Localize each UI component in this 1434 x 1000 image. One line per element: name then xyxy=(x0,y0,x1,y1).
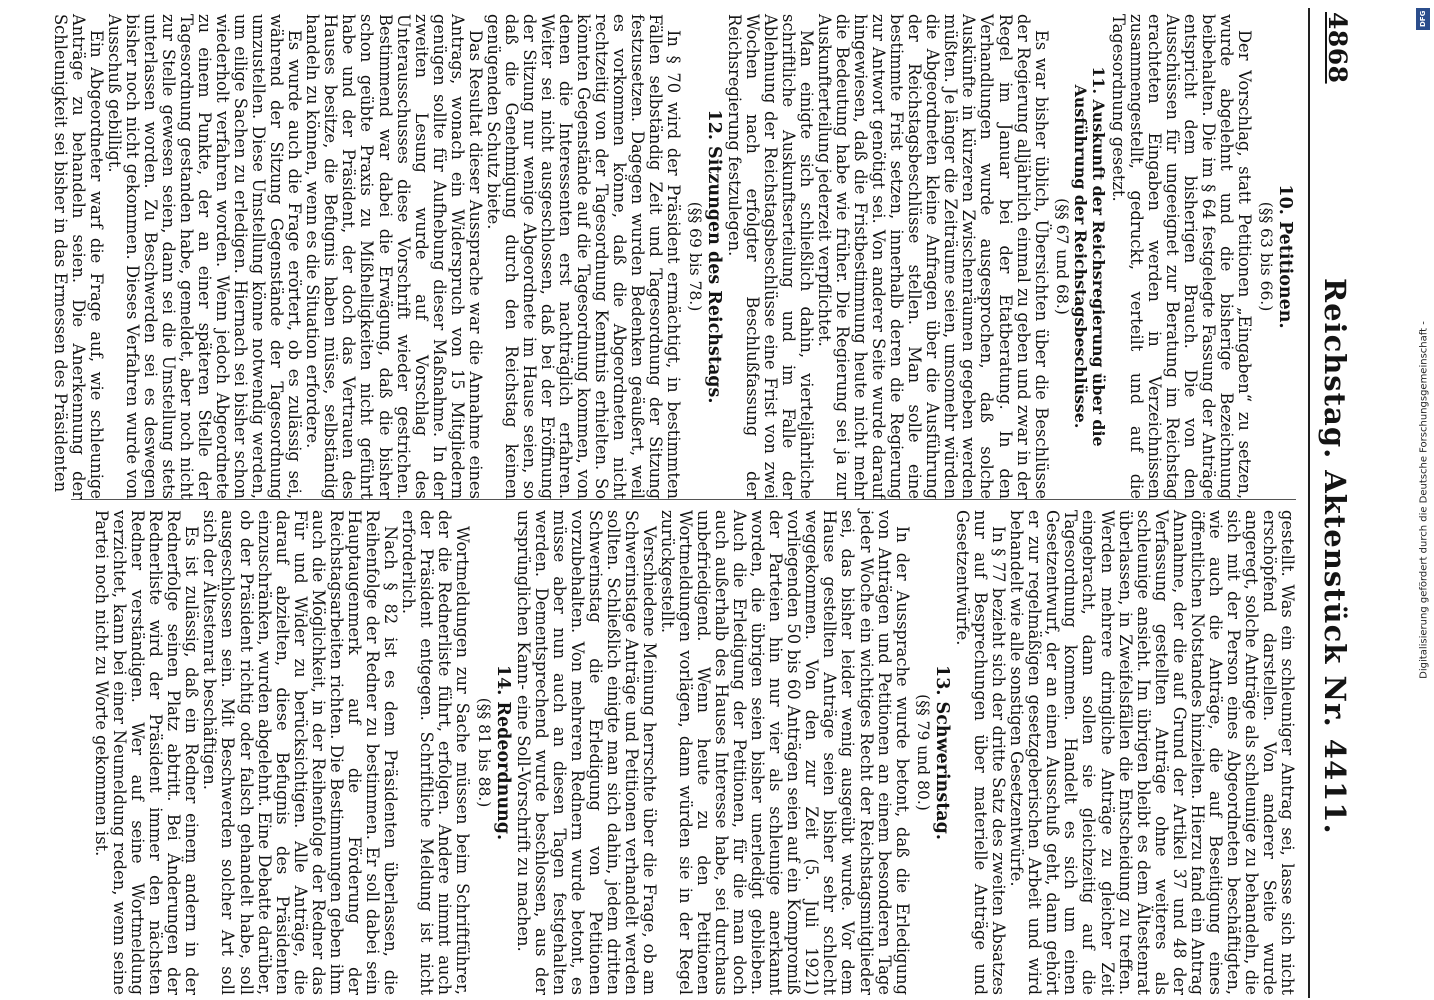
left-column xyxy=(50,14,1296,499)
paragraph: Es war bisher üblich, Übersichten über die Beschlüsse der Regierung alljährlich einmal zu geben und zwar in der Regel im Januar bei der Etatberatung. In den Verhandlungen wurde ausgesprochen, daß solche Auskünfte in kürzeren Zwischenräumen gegeben werden müßten. Je länger die Zeiträume seien, umsomehr würden die Abgeordneten kleine Anfragen über die Ausführung der Reichstagsbeschlüsse stellen. Man solle eine bestimmte Frist setzen, innerhalb deren die Regierung zur Antwort genötigt sei. Von anderer Seite wurde darauf hingewiesen, daß die Fristbestimmung heute nicht mehr die Bedeutung habe wie früher. Die Regierung sei ja zur Auskunfterteilung jederzeit verpflichtet. xyxy=(815,14,1051,499)
paragraph: Verschiedene Meinung herrschte über die Frage, ob am Schwerinstage Anträge und Petitionen verhandelt werden sollten. Schließlich einigte man sich dahin, jedem dritten Schwerinstag die Erledigung von Petitionen vorzubehalten. Von mehreren Rednern wurde betont, es müsse aber nun auch an diesen Tagen festgehalten werden. Dementsprechend wurde beschlossen, aus der ursprünglichen Kann- eine Soll-Vorschrift zu machen. xyxy=(513,510,659,995)
paragraph: In der Aussprache wurde betont, daß die Erledigung von Anträgen und Petitionen an einem besonderen Tage jeder Woche ein wichtiges Recht der Reichstagsmitglieder sei, das bisher leider wenig ausgeübt wurde. Vor dem Hause gestellten Anträge seien bisher sehr schlecht weggekommen. Von den zur Zeit (5. Juli 1921) vorliegenden 50 bis 60 Anträgen seien auf ein Kompromiß der Parteien hin nur vier als schleunige anerkannt worden, die übrigen seien bisher unerledigt geblieben. Auch die Erledigung der Petitionen, für die man doch auch außerhalb des Hauses Interesse habe, sei durchaus unbefriedigend. Wenn heute zu den Petitionen Wortmeldungen vorlägen, dann würden sie in der Regel zurückgestellt. xyxy=(658,510,912,995)
dfg-logo: DFG xyxy=(1416,8,1430,30)
paragraph: In § 70 wird der Präsident ermächtigt, in bestimmten Fällen selbständig Zeit und Tagesordnung der Sitzung festzusetzen. Dagegen wurden Bedenken geäußert, weil es vorkommen könne, daß die Abgeordneten nicht rechtzeitig von der Tagesordnung Kenntnis erhielten. So könnten Gegenstände auf die Tagesordnung kommen, von denen die Interessenten erst nachträglich erfahren. Weiter sei nicht ausgeschlossen, daß bei der Eröffnung der Sitzung nur wenige Abgeordnete im Hause seien, so daß die Genehmigung durch den Reichstag keinen genügenden Schutz biete. xyxy=(483,14,684,499)
right-column xyxy=(71,510,1296,995)
paragraph: Man einigte sich schließlich dahin, vierteljährliche schriftliche Auskunftserteilung und im Falle der Ablehnung der Reichstagsbeschlüsse eine Frist von zwei Wochen nach erfolgter Beschlußfassung der Reichsregierung festzulegen. xyxy=(724,14,817,499)
paragraph: gestellt. Was ein schleuniger Antrag sei, lasse sich nicht erschöpfend darstellen. Von anderer Seite wurde angeregt, solche Anträge als schleunige zu behandeln, die sich mit der Person eines Abgeordneten beschäftigten, wie auch die Anträge, die auf Beseitigung eines öffentlichen Notstandes hinzielten. Hierzu fand ein Antrag Annahme, der die auf Grund der Artikel 37 und 48 der Verfassung gestellten Anträge ohne weiteres als schleunige ansieht. Im übrigen bleibt es dem Ältestenrat überlassen, in Zweifelsfällen die Entscheidung zu treffen. Werden mehrere dringliche Anträge zu gleicher Zeit eingebracht, dann sollen sie gleichzeitig auf die Tagesordnung kommen. Handelt es sich um einen Gesetzentwurf, der an einen Ausschuß geht, dann gehört er zur regelmäßigen gesetzgeberischen Arbeit und wird behandelt wie alle sonstigen Gesetzentwürfe. xyxy=(1007,510,1297,995)
page-number: 4868 xyxy=(1323,12,1352,84)
header-rule xyxy=(1308,8,1310,998)
section-subheading: (§§ 79 und 80.) xyxy=(914,694,933,811)
paragraph: Es ist zulässig, daß ein Redner einem andern in der Rednerfolge seinen Platz abtritt. Bei Änderungen der Rednerliste wird der Präsident immer den nächsten Redner verständigen. Wer auf seine Wortmeldung verzichtet, kann bei einer Neumeldung reden, wenn seine Partei noch nicht zu Worte gekommen ist. xyxy=(92,510,202,995)
section-subheading: (§§ 81 bis 88.) xyxy=(474,697,493,808)
section-heading: 11. Auskunft der Reichsregierung über die Ausführung der Reichstagsbeschlüsse. xyxy=(1071,66,1109,447)
section-heading: 14. Redeordnung. xyxy=(492,664,513,841)
section-heading: 10. Petitionen. xyxy=(1275,184,1295,329)
section-subheading: (§§ 67 und 68.) xyxy=(1053,198,1072,315)
section-subheading: (§§ 69 bis 78.) xyxy=(685,201,704,312)
section-heading: 12. Sitzungen des Reichstags. xyxy=(703,109,724,404)
section-heading: 13. Schwerinstag. xyxy=(932,665,953,840)
column-divider xyxy=(71,499,1296,500)
running-title: Reichstag. Aktenstück Nr. 4411. xyxy=(1318,278,1352,835)
section-subheading: (§§ 63 bis 66.) xyxy=(1257,201,1275,312)
paragraph: Es wurde auch die Frage erörtert, ob es zulässig sei, während der Sitzung Gegenstände der Tagesordnung umzustellen. Diese Umstellung könne notwendig werden, um eilige Sachen zu erledigen. Hiernach sei bisher schon wiederholt verfahren worden. Wenn jedoch Abgeordnete zu einem Punkte, der an einer späteren Stelle der Tagesordnung gestanden habe, gemeldet, aber noch nicht zur Stelle gewesen seien, dann sei die Umstellung stets unterlassen worden. Zu Beschwerden sei es deswegen bisher noch nicht gekommen. Dieses Verfahren wurde von Ausschuß gebilligt. xyxy=(104,14,305,499)
paragraph: Wortmeldungen zur Sache müssen beim Schriftführer, der die Rednerliste führt, erfolgen. Andere nimmt auch der Präsident entgegen. Schriftliche Meldung ist nicht erforderlich. xyxy=(398,510,473,995)
paragraph: Das Resultat dieser Aussprache war die Annahme eines Antrags, wonach ein Widerspruch von 15 Mitgliedern genügen sollte für Aufhebung dieser Maßnahme. In der zweiten Lesung wurde auf Vorschlag des Unterausschusses diese Vorschrift wieder gestrichen. Bestimmend war dabei die Erwägung, daß die bisher schon geübte Praxis zu Mißhelligkeiten nicht geführt habe und der Präsident, der doch das Vertrauen des Hauses besitze, die Befugnis haben müsse, selbständig handeln zu können, wenn es die Situation erfordere. xyxy=(303,14,485,499)
paragraph: Der Vorschlag, statt Petitionen „Eingaben“ zu setzen, wurde abgelehnt und die bisherige Bezeichnung beibehalten. Die im § 64 festgelegte Fassung der Anträge entspricht dem bisherigen Brauch. Die von den Ausschüssen für ungeeignet zur Beratung im Reichstag erachteten Eingaben werden in Verzeichnissen zusammengestellt, gedruckt, verteilt und auf die Tagesordnung gesetzt. xyxy=(1109,14,1255,499)
rotated-page xyxy=(50,0,1400,1000)
paragraph: Ein Abgeordneter warf die Frage auf, wie schleunige Anträge zu behandeln seien. Die Anerkennung der Schleunigkeit sei bisher in das Ermessen des Präsidenten xyxy=(50,14,106,499)
paragraph: In § 77 bezieht sich der dritte Satz des zweiten Absatzes nur auf Besprechungen über materielle Anträge und Gesetzentwürfe. xyxy=(953,510,1009,995)
paragraph: Nach § 82 ist es dem Präsidenten überlassen, die Reihenfolge der Redner zu bestimmen. Er soll dabei sein Hauptaugenmerk auf die Förderung der Reichstagsarbeiten richten. Die Bestimmungen geben ihm auch die Möglichkeit, in der Reihenfolge der Redner das Für und Wider zu berücksichtigen. Alle Anträge, die darauf abzielten, diese Befugnis des Präsidenten einzuschränken, wurden abgelehnt. Eine Debatte darüber, ob der Präsident richtig oder falsch gehandelt habe, soll ausgeschlossen sein. Mit Beschwerden solcher Art soll sich der Ältestenrat beschäftigen. xyxy=(200,510,400,995)
digitization-credit xyxy=(1414,0,1434,1000)
credit-text: Digitalisierung gefördert durch die Deutsche Forschungsgemeinschaft - xyxy=(1418,321,1430,679)
